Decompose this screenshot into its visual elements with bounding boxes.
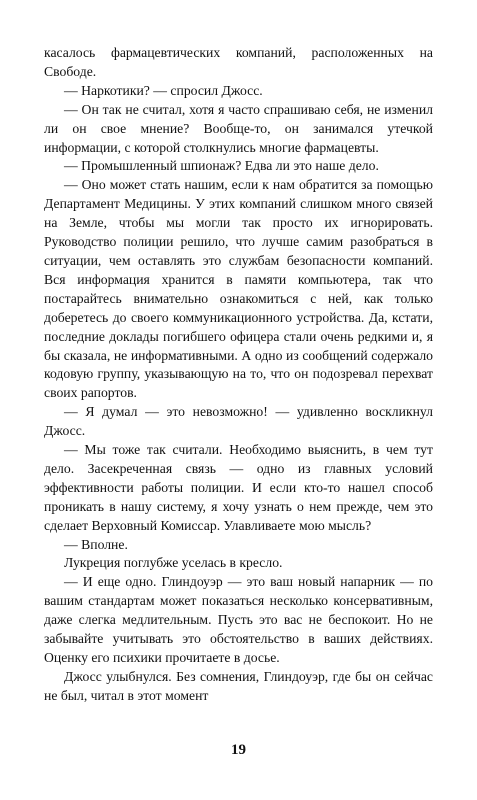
paragraph: — Оно может стать нашим, если к нам обратится за помощью Департамент Медицины. У этих компаний слишком много связей на Земле, чтобы мы могли так просто их игнорировать. Руководство полиции решило, что лучше самим разобраться в ситуации, чем оставлять это службам безопасности компаний. Вся информация хранится в памяти компьютера, так что постарайтесь внимательно ознакомиться с ней, как только доберетесь до своего коммуникационного устройства. Да, кстати, последние доклады погибшего офицера стали очень редкими и, я бы сказала, не информативными. А одно из сообщений содержало кодовую группу, указывающую на то, что он подозревал перехват своих рапортов. [44,177,433,401]
body-text [44,44,433,706]
paragraph: — Наркотики? — спросил Джосс. [64,82,263,98]
paragraph: — И еще одно. Глиндоуэр — это ваш новый напарник — по вашим стандартам может показаться несколько консервативным, даже слегка медлительным. Пусть это вас не беспокоит. Но не забывайте учитывать это обстоятельство в ваших действиях. Оценку его психики прочитаете в досье. [44,574,433,665]
paragraph: Джосс улыбнулся. Без сомнения, Глиндоуэр, где бы он сейчас не был, читал в этот момент [44,668,433,703]
paragraph: Лукреция поглубже уселась в кресло. [64,555,283,571]
paragraph: — Вполне. [64,536,128,552]
page-number: 19 [231,742,246,758]
paragraph: касалось фармацевтических компаний, расположенных на Свободе. [44,45,433,79]
paragraph: — Мы тоже так считали. Необходимо выяснить, в чем тут дело. Засекреченная связь — одно из главных условий эффективности работы полиции. И если кто-то нашел способ проникать в нашу систему, я хочу узнать о нем прежде, чем это сделает Верховный Комиссар. Улавливаете мою мысль? [44,442,433,533]
paragraph: — Он так не считал, хотя я часто спрашиваю себя, не изменил ли он свое мнение? Вообще-то, он занимался утечкой информации, с которой столкнулись многие фармацевты. [44,101,433,155]
paragraph: — Я думал — это невозможно! — удивленно воскликнул Джосс. [44,404,433,439]
paragraph: — Промышленный шпионаж? Едва ли это наше дело. [64,158,379,174]
